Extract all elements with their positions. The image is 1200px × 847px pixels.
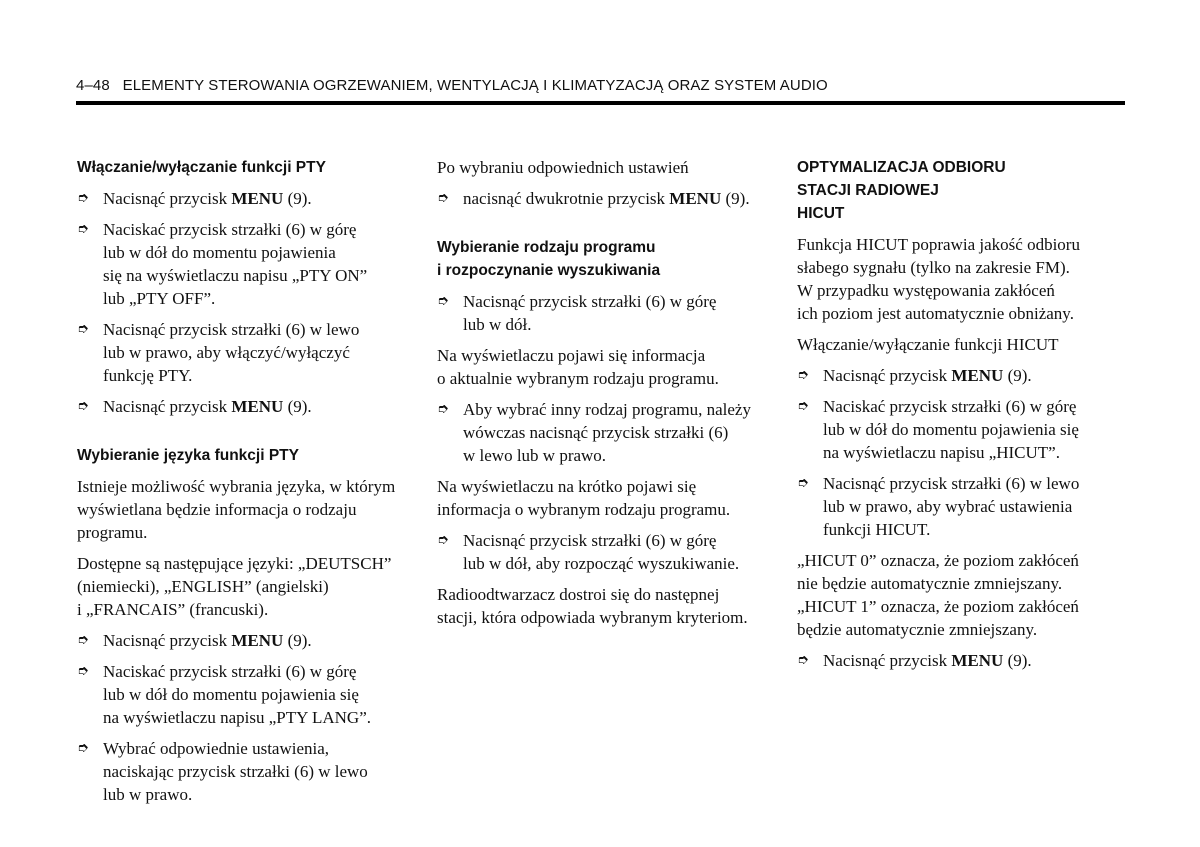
chapter-title: ELEMENTY STEROWANIA OGRZEWANIEM, WENTYLACJĄ I KLIMATYZACJĄ ORAZ SYSTEM AUDIO — [122, 77, 828, 94]
arrow-icon: ➮ — [77, 632, 89, 648]
arrow-icon: ➮ — [77, 190, 89, 206]
bullet-item: ➮ Nacisnąć przycisk MENU (9). — [77, 631, 312, 650]
paragraph: Po wybraniu odpowiednich ustawień — [437, 158, 689, 177]
bullet-item: ➮ Nacisnąć przycisk MENU (9). — [797, 366, 1032, 385]
header-rule — [76, 101, 1125, 105]
bullet-item: ➮ Nacisnąć przycisk strzałki (6) w górę lub w dół. — [437, 292, 717, 334]
arrow-icon: ➮ — [797, 652, 809, 668]
arrow-icon: ➮ — [797, 398, 809, 414]
menu-key: MENU — [231, 397, 284, 416]
bullet-item: ➮ Nacisnąć przycisk strzałki (6) w górę lub w dół, aby rozpocząć wyszukiwanie. — [437, 531, 740, 573]
arrow-icon: ➮ — [797, 475, 809, 491]
section-heading: Wybieranie rodzaju programu i rozpoczynanie wyszukiwania — [437, 239, 661, 279]
paragraph: Dostępne są następujące języki: „DEUTSCH” (niemiecki), „ENGLISH” (angielski) i „FRANCAIS” (francuski). — [77, 554, 392, 619]
arrow-icon: ➮ — [437, 190, 449, 206]
arrow-icon: ➮ — [77, 321, 89, 337]
arrow-icon: ➮ — [77, 663, 89, 679]
arrow-icon: ➮ — [797, 367, 809, 383]
paragraph: Radioodtwarzacz dostroi się do następnej stacji, która odpowiada wybranym kryteriom. — [437, 585, 748, 627]
menu-key: MENU — [951, 651, 1004, 670]
paragraph: Na wyświetlaczu na krótko pojawi się informacja o wybranym rodzaju programu. — [437, 477, 731, 519]
arrow-icon: ➮ — [437, 401, 449, 417]
column-3 — [797, 156, 1127, 680]
bullet-item: ➮ Aby wybrać inny rodzaj programu, należy wówczas nacisnąć przycisk strzałki (6) w lewo lub w prawo. — [437, 400, 751, 465]
arrow-icon: ➮ — [437, 532, 449, 548]
section-heading: Włączanie/wyłączanie funkcji PTY — [77, 159, 326, 176]
paragraph: Włączanie/wyłączanie funkcji HICUT — [797, 335, 1059, 354]
column-2 — [437, 156, 772, 637]
paragraph: Istnieje możliwość wybrania języka, w którym wyświetlana będzie informacja o rodzaju programu. — [77, 477, 396, 542]
bullet-item: ➮ Nacisnąć przycisk strzałki (6) w lewo lub w prawo, aby włączyć/wyłączyć funkcję PTY. — [77, 320, 360, 385]
arrow-icon: ➮ — [77, 740, 89, 756]
bullet-item: ➮ Nacisnąć przycisk MENU (9). — [797, 651, 1032, 670]
bullet-item: ➮ Naciskać przycisk strzałki (6) w górę lub w dół do momentu pojawienia się na wyświetlaczu napisu „PTY ON” lub „PTY OFF”. — [77, 220, 368, 308]
menu-key: MENU — [669, 189, 722, 208]
bullet-item: ➮ Nacisnąć przycisk MENU (9). — [77, 189, 312, 208]
bullet-item: ➮ Naciskać przycisk strzałki (6) w górę lub w dół do momentu pojawienia się na wyświetlaczu napisu „PTY LANG”. — [77, 662, 371, 727]
section-heading: OPTYMALIZACJA ODBIORU STACJI RADIOWEJ HICUT — [797, 159, 1006, 222]
menu-key: MENU — [231, 189, 284, 208]
arrow-icon: ➮ — [77, 398, 89, 414]
bullet-item: ➮ nacisnąć dwukrotnie przycisk MENU (9). — [437, 189, 750, 208]
page-header — [76, 77, 828, 94]
bullet-item: ➮ Naciskać przycisk strzałki (6) w górę lub w dół do momentu pojawienia się na wyświetlaczu napisu „HICUT”. — [797, 397, 1079, 462]
section-heading: Wybieranie języka funkcji PTY — [77, 447, 299, 464]
arrow-icon: ➮ — [77, 221, 89, 237]
paragraph: Na wyświetlaczu pojawi się informacja o aktualnie wybranym rodzaju programu. — [437, 346, 719, 388]
paragraph: Funkcja HICUT poprawia jakość odbioru słabego sygnału (tylko na zakresie FM). W przypadku występowania zakłóceń ich poziom jest automatycznie obniżany. — [797, 235, 1080, 323]
bullet-item: ➮ Wybrać odpowiednie ustawienia, naciskając przycisk strzałki (6) w lewo lub w prawo. — [77, 739, 368, 804]
page-number: 4–48 — [76, 77, 110, 94]
arrow-icon: ➮ — [437, 293, 449, 309]
bullet-item: ➮ Nacisnąć przycisk MENU (9). — [77, 397, 312, 416]
menu-key: MENU — [231, 631, 284, 650]
paragraph: „HICUT 0” oznacza, że poziom zakłóceń nie będzie automatycznie zmniejszany. „HICUT 1” oznacza, że poziom zakłóceń będzie automatycznie zmniejszany. — [797, 551, 1079, 639]
menu-key: MENU — [951, 366, 1004, 385]
column-1 — [77, 156, 412, 814]
bullet-item: ➮ Nacisnąć przycisk strzałki (6) w lewo lub w prawo, aby wybrać ustawienia funkcji HICUT. — [797, 474, 1080, 539]
